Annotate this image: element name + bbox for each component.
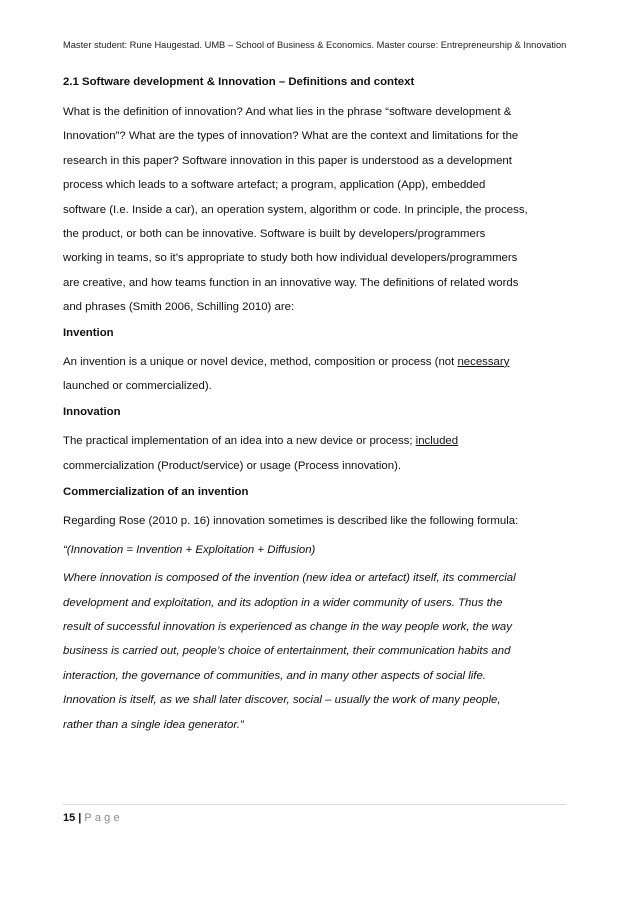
invention-heading: Invention — [63, 326, 114, 339]
footer-separator: | — [78, 812, 82, 824]
innovation-paragraph — [63, 429, 573, 478]
paragraph-line: and phrases (Smith 2006, Schilling 2010) are: — [63, 301, 295, 314]
paragraph-line: interaction, the governance of communities, and in many other aspects of social life. — [63, 669, 486, 682]
page-header: Master student: Rune Haugestad. UMB – School of Business & Economics. Master course: Entrepreneurship & Innovation — [63, 40, 567, 50]
underlined-word: included — [415, 435, 459, 448]
formula-line — [63, 538, 573, 562]
paragraph-line: result of successful innovation is experienced as change in the way people work, the way — [63, 620, 512, 633]
paragraph-line: commercialization (Product/service) or usage (Process innovation). — [63, 459, 402, 472]
section-heading: 2.1 Software development & Innovation – Definitions and context — [63, 76, 415, 88]
paragraph-line: the product, or both can be innovative. Software is built by developers/programmers — [63, 228, 486, 241]
paragraph-line: What is the definition of innovation? And what lies in the phrase “software development & — [63, 106, 512, 118]
paragraph-line: working in teams, so it’s appropriate to study both how individual developers/programmers — [63, 252, 518, 265]
paragraph-line — [63, 350, 573, 374]
paragraph-line: rather than a single idea generator.” — [63, 718, 244, 731]
paragraph-line — [63, 429, 573, 453]
commercialization-intro — [63, 509, 573, 533]
paragraph-line: Innovation is itself, as we shall later discover, social – usually the work of many people, — [63, 694, 501, 707]
text-segment: The practical implementation of an idea into a new device or process; — [63, 435, 416, 448]
paragraph-line: launched or commercialized). — [63, 380, 212, 393]
underlined-word: necessary — [457, 355, 510, 368]
innovation-heading: Innovation — [63, 406, 121, 419]
paragraph-line: development and exploitation, and its adoption in a wider community of users. Thus the — [63, 596, 503, 609]
paragraph-line: business is carried out, people’s choice of entertainment, their communication habits and — [63, 645, 511, 658]
page-label: Page — [84, 812, 123, 824]
paragraph-line: software (I.e. Inside a car), an operation system, algorithm or code. In principle, the process, — [63, 203, 528, 216]
intro-paragraph — [63, 100, 573, 320]
paragraph-line: process which leads to a software artefact; a program, application (App), embedded — [63, 179, 486, 192]
invention-paragraph — [63, 350, 573, 399]
page-number: 15 — [63, 812, 76, 824]
page-footer — [63, 811, 123, 825]
paragraph-line: are creative, and how teams function in an innovative way. The definitions of related words — [63, 276, 519, 289]
page-body — [63, 75, 573, 737]
commercialization-heading: Commercialization of an invention — [63, 486, 249, 499]
footer-divider — [63, 804, 566, 805]
text-segment: An invention is a unique or novel device, method, composition or process (not — [63, 355, 458, 368]
paragraph-line: Where innovation is composed of the invention (new idea or artefact) itself, its commercial — [63, 572, 516, 585]
paragraph-line: Innovation”? What are the types of innovation? What are the context and limitations for the — [63, 130, 519, 143]
paragraph-line: Regarding Rose (2010 p. 16) innovation sometimes is described like the following formula: — [63, 515, 519, 528]
paragraph-line: “(Innovation = Invention + Exploitation + Diffusion) — [63, 543, 316, 556]
paragraph-line: research in this paper? Software innovation in this paper is understood as a development — [63, 154, 512, 167]
quote-paragraph — [63, 566, 573, 737]
